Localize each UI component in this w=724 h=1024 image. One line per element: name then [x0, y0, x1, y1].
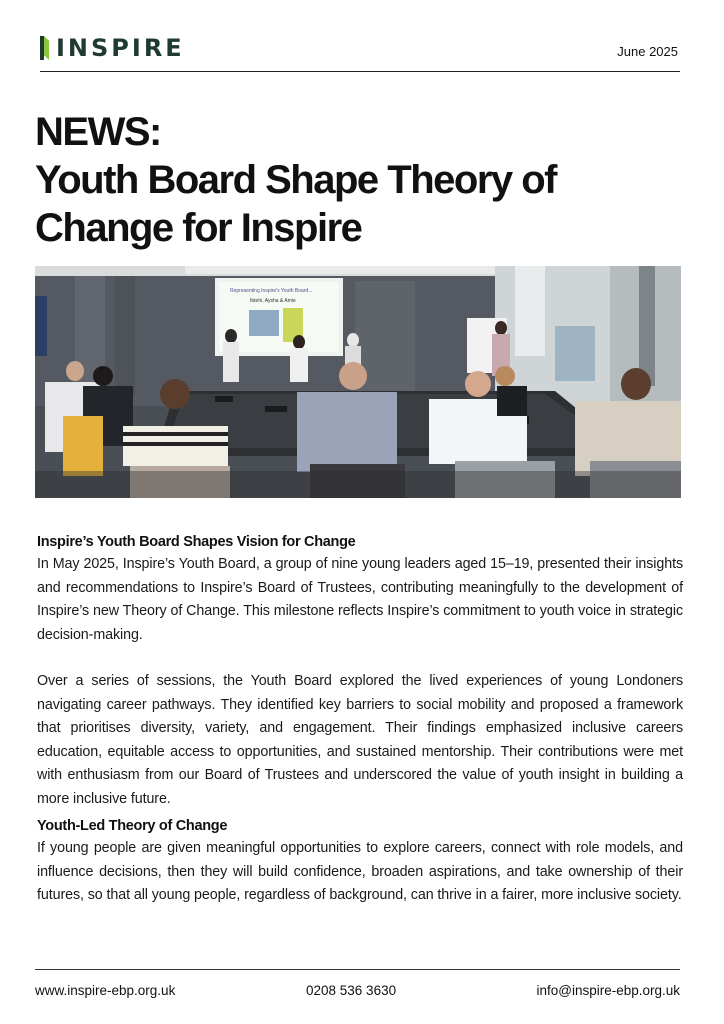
- section1-heading: Inspire’s Youth Board Shapes Vision for Change: [37, 534, 356, 550]
- footer-website-link[interactable]: www.inspire-ebp.org.uk: [35, 983, 176, 998]
- issue-date: June 2025: [617, 44, 678, 59]
- inspire-logo: [40, 34, 185, 62]
- article-section-2: [37, 816, 683, 908]
- article-paragraph-3: If young people are given meaningful opportunities to explore careers, connect with role models, and influence decisions, then they will build confidence, broaden aspirations, and take ownership of their futures, so that all young people, regardless of background, can thrive in a fairer, more inclusive society.: [37, 840, 683, 903]
- footer-phone[interactable]: 0208 536 3630: [306, 983, 397, 998]
- page-title: [35, 108, 695, 252]
- slide-title: Representing Inspire's Youth Board...: [230, 288, 313, 294]
- logo-mark-icon: [40, 36, 49, 60]
- section2-heading: Youth-Led Theory of Change: [37, 818, 228, 834]
- title-news-label: NEWS:: [35, 110, 161, 154]
- article-section-1: [37, 532, 683, 811]
- slide-names: Ibtehi, Aysha & Amie: [250, 298, 296, 304]
- meeting-photo: [35, 266, 681, 498]
- article-paragraph-2: Over a series of sessions, the Youth Board explored the lived experiences of young Londoners navigating career pathways. They identified key barriers to social mobility and proposed a framework that prioritises diversity, variety, and engagement. Their findings emphasized inclusive careers education, equitable access to opportunities, and sustained mentorship. Their contributions were met with enthusiasm from our Board of Trustees and underscored the value of youth insight in building a more inclusive future.: [37, 673, 683, 807]
- page-header: [40, 32, 680, 72]
- header-divider: [40, 71, 680, 72]
- footer-email-link[interactable]: info@inspire-ebp.org.uk: [536, 983, 680, 998]
- article-paragraph-1: In May 2025, Inspire’s Youth Board, a group of nine young leaders aged 15–19, presented their insights and recommendations to Inspire’s Board of Trustees, contributing meaningfully to the development of Inspire’s new Theory of Change. This milestone reflects Inspire’s commitment to youth voice in strategic decision-making.: [37, 556, 683, 643]
- logo-text: INSPIRE: [56, 34, 185, 62]
- footer-divider: [35, 969, 680, 970]
- title-headline: Youth Board Shape Theory of Change for Inspire: [35, 158, 557, 250]
